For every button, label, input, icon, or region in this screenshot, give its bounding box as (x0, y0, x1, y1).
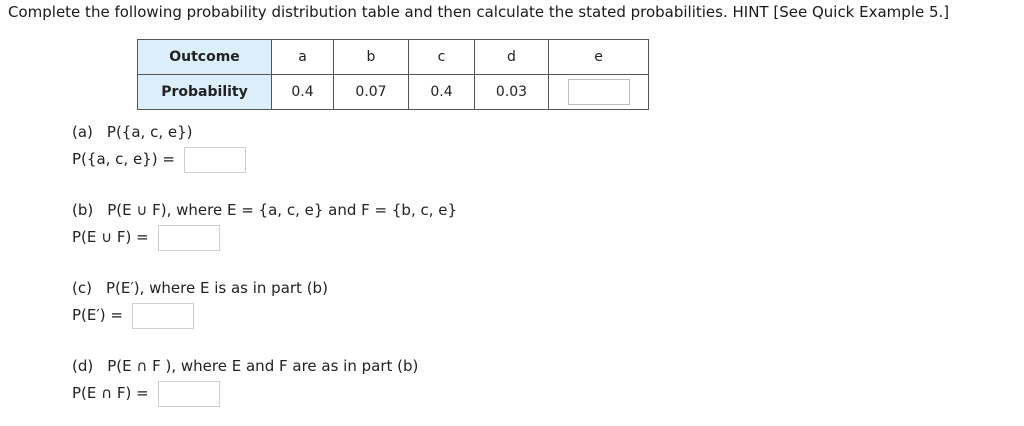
outcome-cell: a (272, 40, 334, 75)
probability-distribution-table (137, 39, 649, 110)
part-b-answer-input[interactable] (158, 225, 220, 251)
part-b-tag: (b) (72, 201, 94, 219)
outcome-row (138, 40, 649, 75)
part-d (72, 355, 418, 407)
part-c-tag: (c) (72, 279, 92, 297)
part-b-question: P(E ∪ F), where E = {a, c, e} and F = {b, c, e} (107, 201, 458, 219)
probability-cell: 0.07 (334, 75, 409, 110)
outcome-header: Outcome (138, 40, 272, 75)
instructions-text: Complete the following probability distribution table and then calculate the stated probabilities. HINT [See Quick Example 5.] (8, 3, 950, 21)
probability-row (138, 75, 649, 110)
probability-header: Probability (138, 75, 272, 110)
part-c-answer-input[interactable] (132, 303, 194, 329)
probability-cell: 0.4 (409, 75, 475, 110)
part-a-question: P({a, c, e}) (106, 123, 193, 141)
probability-e-input[interactable] (568, 79, 630, 105)
part-d-answer-input[interactable] (158, 381, 220, 407)
part-a-answer-label: P({a, c, e}) = (72, 150, 175, 168)
part-d-tag: (d) (72, 357, 94, 375)
probability-cell: 0.03 (475, 75, 549, 110)
outcome-cell: d (475, 40, 549, 75)
part-c (72, 277, 328, 329)
part-b (72, 199, 457, 251)
part-d-question: P(E ∩ F ), where E and F are as in part (b) (107, 357, 419, 375)
part-a-answer-input[interactable] (184, 147, 246, 173)
part-c-answer-label: P(E′) = (72, 306, 123, 324)
part-a-tag: (a) (72, 123, 93, 141)
outcome-cell: c (409, 40, 475, 75)
probability-e-cell (549, 75, 649, 110)
probability-cell: 0.4 (272, 75, 334, 110)
outcome-cell: e (549, 40, 649, 75)
part-d-answer-label: P(E ∩ F) = (72, 384, 149, 402)
part-c-question: P(E′), where E is as in part (b) (105, 279, 328, 297)
part-b-answer-label: P(E ∪ F) = (72, 228, 149, 246)
part-a (72, 121, 246, 173)
outcome-cell: b (334, 40, 409, 75)
